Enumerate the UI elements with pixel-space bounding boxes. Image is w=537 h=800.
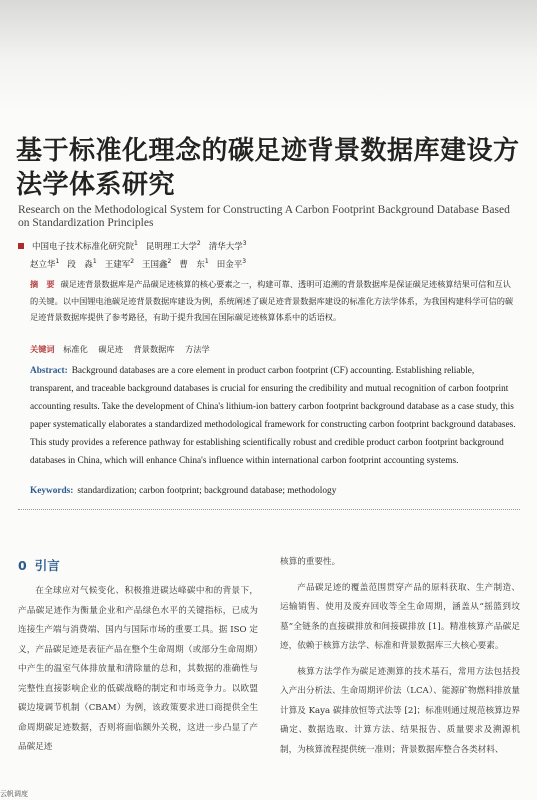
author-item: 田金平$^3$ — [216, 258, 247, 270]
abstract-chinese-label: 摘 要 — [30, 279, 55, 289]
author-item: 曹 东$^1$ — [179, 258, 209, 270]
body-paragraph: 核算的重要性。 — [280, 557, 341, 567]
affiliation-item: 昆明理工大学$^2$ — [145, 240, 201, 252]
body-column-left — [18, 582, 258, 758]
body-paragraph: 在全球应对气候变化、积极推进碳达峰碳中和的背景下，产品碳足迹作为衡量企业和产品绿色水平的关键指标，已成为连接生产端与消费端、国内与国际市场的重要工具。据 ISO 定义，产品碳足迹是表征产品在整个生命周期（或部分生命周期）中产生的温室气体排放量和清除量的总和，其数据的准确性与完整性直接影响企业的低碳战略的制定和市场竞争力。以欧盟碳边境调节机制（CBAM）为例，该政策要求进口商提供全生命周期碳足迹数据，否则将面临额外关税，这进一步凸显了产品碳足迹 — [18, 586, 258, 752]
body-paragraph: 产品碳足迹的覆盖范围贯穿产品的原料获取、生产制造、运输销售、使用及废弃回收等全生命周期，涵盖从“摇篮到坟墓”全链条的直接碳排放和间接碳排放 [1]。精准核算产品碳足迹，依赖于核算方法学、标准和背景数据库三大核心要素。 — [280, 582, 520, 651]
section-number: 0 — [18, 558, 27, 573]
abstract-english-text: Background databases are a core element in product carbon footprint (CF) accounting. Establishing reliable, transparent, and traceable background databases is crucial for ensuring the credibility and mutual recognition of carbon footprint accounting results. Take the development of China's lithium-ion battery carbon footprint background database as a case study, this paper systematically elaborates a standardized methodological framework for constructing carbon footprint background databases. This study provides a reference pathway for establishing scientifically robust and credible product carbon footprint background databases in China, which will enhance China's influence within international carbon footprint accounting systems. — [30, 366, 516, 467]
abstract-english-label: Abstract: — [30, 366, 68, 376]
paper-title-chinese: 基于标准化理念的碳足迹背景数据库建设方法学体系研究 — [16, 136, 520, 200]
body-column-right — [280, 553, 520, 760]
keyword-item: 背景数据库 — [133, 344, 175, 354]
abstract-chinese — [30, 276, 518, 326]
abstract-chinese-text: 碳足迹背景数据库是产品碳足迹核算的核心要素之一，构建可靠、透明可追溯的背景数据库是保证碳足迹核算结果可信和互认的关键。以中国锂电池碳足迹背景数据库建设为例，系统阐述了碳足迹背景数据库建设的标准化方法学体系，为我国构建科学可信的碳足迹背景数据库提供了参考路径，有助于提升我国在国际碳足迹核算体系中的话语权。 — [30, 279, 514, 322]
author-list — [30, 258, 520, 270]
author-item: 段 淼$^1$ — [67, 258, 97, 270]
body-paragraph: 核算方法学作为碳足迹测算的技术基石，常用方法包括投入产出分析法、生命周期评价法（LCA）、能源矿物燃料排放量计算及 Kaya 碳排放恒等式法等 [2]；标准则通过规范核算边界确定、数据选取、计算方法、结果报告、质量要求及溯源机制，为核算流程提供统一准则；背景数据库整合各类材料、 — [280, 666, 520, 755]
abstract-english — [30, 362, 520, 471]
keywords-chinese — [30, 344, 518, 355]
author-item: 王建军$^2$ — [104, 258, 135, 270]
keyword-item: 碳足迹 — [98, 344, 123, 354]
affiliation-item: 中国电子技术标准化研究院$^1$ — [32, 240, 138, 252]
affiliations — [18, 240, 518, 252]
author-item: 王国鑫$^2$ — [142, 258, 172, 270]
keyword-item: 标准化 — [63, 344, 88, 354]
keywords-english — [30, 486, 520, 496]
footer-text: 云帆调度 — [0, 790, 28, 798]
affiliation-item: 清华大学$^3$ — [208, 240, 247, 252]
section-heading — [18, 556, 60, 574]
section-divider — [18, 509, 520, 511]
paper-title-english: Research on the Methodological System for Constructing A Carbon Footprint Background Database Based on Standardization Principles — [18, 204, 510, 229]
section-title: 引言 — [34, 558, 60, 573]
section-marker-icon — [18, 243, 24, 249]
keywords-chinese-label: 关键词 — [30, 344, 55, 354]
keywords-english-text: standardization; carbon footprint; background database; methodology — [77, 486, 337, 496]
keywords-english-label: Keywords: — [30, 486, 74, 496]
author-item: 赵立华$^1$ — [30, 258, 60, 270]
keyword-item: 方法学 — [185, 344, 210, 354]
